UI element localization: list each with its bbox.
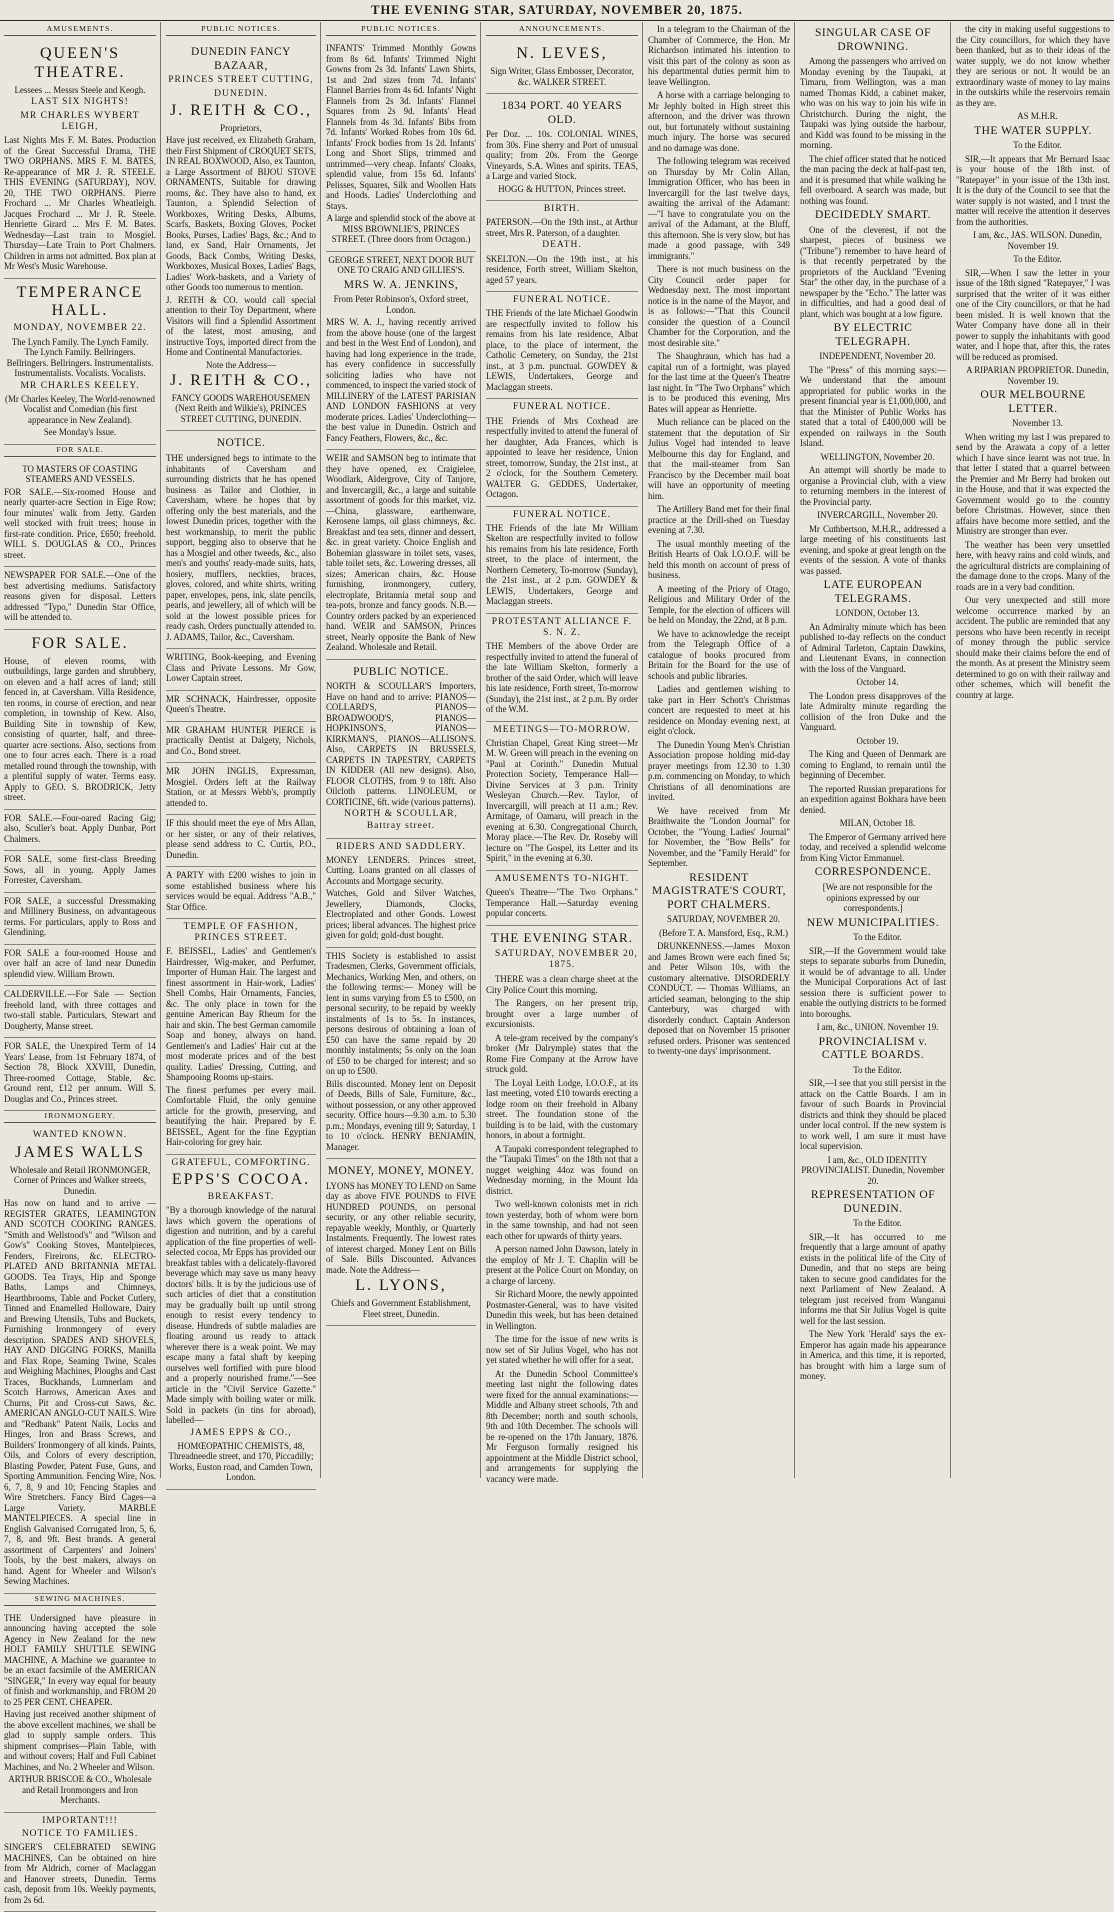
meetings xyxy=(486,722,638,871)
protestant-alliance xyxy=(486,614,638,722)
article-smart xyxy=(800,209,946,319)
masthead: THE EVENING STAR, SATURDAY, NOVEMBER 20, 1875. xyxy=(371,3,743,17)
section-header-announcements: ANNOUNCEMENTS. xyxy=(486,24,638,36)
col7-p1: the city in making useful suggestions to the City councillors, for which they have been thanked, but as to their ideas of the water supply, we do not know whether they are serious or not. It would be an extraordinary waste of money to lay mains in the outskirts while the reservoirs remain as they are. xyxy=(956,24,1110,108)
col5-p13: We have received from Mr Braithwaite the "London Journal" for October, the "Young Ladies' Journal" for November, the "Bow Bells" for November, and the "Family Herald" for September. xyxy=(648,805,790,868)
birth-notice xyxy=(486,201,638,292)
fancy-goods: FANCY GOODS WAREHOUSEMEN (Next Reith and Wilkie's), PRINCES STREET CUTTING, DUNEDIN. xyxy=(171,392,311,424)
watches-body: Watches, Gold and Silver Watches, Jewellery, Diamonds, Clocks, Electroplated and other Goods. Lowest prices; liberal advances. The highest price given for gold; gold-dust bought. xyxy=(326,888,476,941)
party-ad: A PARTY with £200 wishes to join in some established business where his services would be equal. Address "A.B.," Star Office. xyxy=(166,870,316,912)
ad-beissel xyxy=(166,919,316,1155)
ad-leves xyxy=(486,40,638,94)
funeral2-heading: FUNERAL NOTICE. xyxy=(512,402,612,413)
melbourne-title: OUR MELBOURNE LETTER. xyxy=(980,389,1086,415)
public-notice-heading: PUBLIC NOTICE. xyxy=(353,665,449,678)
column-7 xyxy=(956,24,1110,1478)
ad-schnack xyxy=(166,691,316,722)
ad-masters xyxy=(4,461,156,568)
scoullar-footer: NORTH & SCOULLAR, Battray street. xyxy=(344,809,458,831)
ad-inglis xyxy=(166,763,316,815)
should-ad: IF this should meet the eye of Mrs Allan, or her sister, or any of their relatives, please send address to C. Curtis, P.O., Dunedin. xyxy=(166,818,316,860)
george-street: GEORGE STREET, NEXT DOOR BUT ONE TO CRAIG AND GILLIES'S. xyxy=(328,254,474,276)
queens-lessees: Lessees ... Messrs Steele and Keogh. xyxy=(14,84,146,95)
col5-p9: A meeting of the Priory of Otago, Religious and Military Order of the Temple, for the election of officers will be held on Monday, the 22nd, at 8 p.m. xyxy=(648,583,790,625)
tele-3: Mr Cuthbertson, M.H.R., addressed a large meeting of his constituents last evening, and spoke at great length on the events of the session. A vote of thanks was passed. xyxy=(800,523,946,576)
port-title: 1834 PORT. 40 YEARS OLD. xyxy=(501,100,623,126)
water-to: To the Editor. xyxy=(1013,140,1062,151)
column-divider xyxy=(320,22,321,1478)
correspondence-note: [We are not responsible for the opinions expressed by our correspondents.] xyxy=(822,882,933,913)
melbourne-p3: Our very unexpected and still more welcome occurrence marked by an accident. The public are reminded that any persons who have been recently in receipt of money through the public service should make their claims before the end of the month. As at present the Ministry seem determined to go on with their railway and other schemes, which will benefit the country at large. xyxy=(956,595,1110,700)
ad-forsale-house xyxy=(4,630,156,810)
section-header-sewing: SEWING MACHINES. xyxy=(4,1594,156,1606)
ad-fancy-bazaar xyxy=(166,40,316,431)
late-date-3: October 19. xyxy=(856,735,899,746)
bazaar-title: DUNEDIN FANCY BAZAAR, xyxy=(191,46,291,72)
ad-forsale-4 xyxy=(4,851,156,893)
melbourne-p2: The weather has been very unsettled here, with heavy rains and cold winds, and the agricultural districts are complaining of the damage done to the crops. Many of the roads are in a very bad condition. xyxy=(956,539,1110,592)
beissel-body: F. BEISSEL, Ladies' and Gentlemen's Hairdresser, Wig-maker, and Perfumer, Importer of Human Hair. The largest and finest assortment in Hair-work, Ladies' Shell Combs, Hair Ornaments, Fancies, &c. The only place in town for the genuine American Bay Rheum for the hair and skin. The best German camomile Soap and honey, always on hand. Gentlemen's and Ladies' Hair cut at the most moderate prices and of the best quality. Ladies' Dressing, Cutting, and Shampooing Rooms up-stairs. xyxy=(166,946,316,1083)
singers-body: SINGER'S CELEBRATED SEWING MACHINES, Can be obtained on hire from Mr Aldrich, corner of Maclaggan and Hanover streets, Dunedin. Terms cash, deposit from 10s. Weekly payments, from 2s 6d. xyxy=(4,1842,156,1905)
walls-sub: Wholesale and Retail IRONMONGER, Corner of Princes and Walker streets, Dunedin. xyxy=(9,1164,151,1196)
wanted-known: WANTED KNOWN. xyxy=(32,1130,128,1141)
col5-p4: There is not much business on the City Council order paper for Wednesday next. The most important notice is in the name of the Mayor, and is as follows:—"That this Council consider the question of a Council Chamber for the Corporation, and the most desirable site." xyxy=(648,264,790,348)
temperance-see: See Monday's Issue. xyxy=(43,427,117,438)
funeral-notice-3 xyxy=(486,507,638,614)
horse-body: MONEY LENDERS. Princes street, Cutting. Loans granted on all classes of Accounts and Mortgage security. xyxy=(326,854,476,886)
news-3: A tele-gram received by the company's broker (Mr Dalrymple) states that the Rome Fire Company at the Arrow have struck gold. xyxy=(486,1032,638,1075)
bazaar-city: DUNEDIN. xyxy=(214,88,268,99)
tele-date-3: INVERCARGILL, November 20. xyxy=(817,510,938,521)
leves-title: N. LEVES, xyxy=(516,45,608,63)
article-telegraph xyxy=(800,322,946,576)
forsale-5: FOR SALE, a successful Dressmaking and Millinery Business, on advantageous terms. For particulars, apply to Ross and Glendining. xyxy=(4,895,156,938)
rm-court xyxy=(648,872,790,1057)
holt-body2: Having just received another shipment of the above excellent machines, we shall be glad to supply sample orders. This shipment comprises—Plain Table, with and without covers; Half and Full Cabinet Machines, and No. 2 Wheeler and Wilson. xyxy=(4,1709,156,1772)
herald-body: The New York 'Herald' says the ex-Emperor has again made his appearance in America, and this time, it is reported, has brought with him a large sum of money. xyxy=(800,1329,946,1382)
inglis-ad: MR JOHN INGLIS, Expressman, Mosgiel. Orders left at the Railway Station, or at Messrs Webb's, promptly attended to. xyxy=(166,766,316,808)
forsale-1: FOR SALE.—Six-roomed House and nearly quarter-acre Section in Eige Row; four minutes' walk from Jetty. Garden well stocked with fruit trees; house in first-rate condition. Price, £650; freehold. WILL S. DOUGLAS & CO., Princes street. xyxy=(4,486,156,560)
masthead-rule xyxy=(0,20,1114,21)
col5-p3: The following telegram was received on Thursday by Mr Colin Allan, Immigration Officer, who has been in Invercargill for the last twelve days, awaiting the arrival of the Adamant:—"I have to congratulate you on the arrival of the Adamant, at the Bluff, this afternoon. She is very slow, but has made a good passage, with 349 immigrants." xyxy=(648,156,790,261)
reith-body2: J. REITH & CO. would call special attention to their Toy Department, where Visitors will find a Splendid Assortment of the latest, most amusing, and instructive Toys, imported direct from the Home and Continental Manufactories. xyxy=(166,294,316,358)
rm-court-date: SATURDAY, NOVEMBER 20. xyxy=(667,914,780,925)
grateful: GRATEFUL, COMFORTING. xyxy=(171,1157,311,1168)
column-divider xyxy=(642,22,643,1478)
rep-to: To the Editor. xyxy=(853,1218,902,1229)
rm-court-body: DRUNKENNESS.—James Moxon and James Brown were each fined 5s; and Peter Wilson 10s, with the customary alternative. DISORDERLY CONDUCT. — Thomas Williams, an articled seaman, belonging to the ship Canterbury, was charged with disorderly conduct. Captain Anderson deposed that on November 15 prisoner refused orders. Prisoner was sentenced to twenty-one days' imprisonment. xyxy=(648,941,790,1057)
water-sign: I am, &c., JAS. WILSON. Dunedin, November 19. xyxy=(973,230,1102,251)
ad-money-lenders xyxy=(326,839,476,948)
paper-title: THE EVENING STAR. xyxy=(491,929,633,945)
tele-date-1: INDEPENDENT, November 20. xyxy=(819,351,936,362)
late-date-4: MILAN, October 18. xyxy=(839,818,916,829)
breakfast: BREAKFAST. xyxy=(207,1192,275,1203)
telegraph-title: BY ELECTRIC TELEGRAPH. xyxy=(833,322,913,348)
temperance-body2: (Mr Charles Keeley, The World-renowned Vocalist and Comedian (his first appearance in New Zealand). xyxy=(5,393,155,425)
drowning-p2: The chief officer stated that he noticed the man pacing the deck at half-past ten, and it is presumed that while walking he fell overboard. A search was made, but nothing was found. xyxy=(800,153,946,206)
temperance-date: MONDAY, NOVEMBER 22. xyxy=(13,323,147,334)
ad-jenkins xyxy=(326,252,476,451)
melbourne-date: November 13. xyxy=(1012,418,1063,429)
news-7: A person named John Dawson, lately in the employ of Mr J. T. Chaplin will be present at the Police Court on Monday, on a charge of larceny. xyxy=(486,1244,638,1286)
leves-sub: Sign Writer, Glass Embosser, Decorator, &c. WALKER STREET. xyxy=(490,66,634,87)
rm-court-heading: RESIDENT MAGISTRATE'S COURT, PORT CHALMERS. xyxy=(652,871,786,911)
death-heading: DEATH. xyxy=(542,240,582,251)
ad-queens-theatre xyxy=(4,40,156,278)
epps-body: "By a thorough knowledge of the natural laws which govern the operations of digestion and nutrition, and by a careful application of the fine properties of well-selected cocoa, Mr Epps has provided our breakfast tables with a delicately-flavored beverage which may save us many heavy doctors' bills. It is by the judicious use of such articles of diet that a constitution may be gradually built up until strong enough to resist every tendency to disease. Hundreds of subtle maladies are floating around us ready to attack wherever there is a weak point. We may escape many a fatal shaft by keeping ourselves well fortified with pure blood and a properly nourished frame."—See article in the "Civil Service Gazette." Made simply with boiling water or milk. Sold in packets (in tins for abroad), labelled— xyxy=(166,1205,316,1426)
ad-weir-samson xyxy=(326,450,476,660)
funeral-notice-2 xyxy=(486,399,638,506)
jenkins-body: MRS W. A. J., having recently arrived from the above house (one of the largest and best in the West End of London), and having had long experience in the trade, has every confidence in successfully soliciting ladies who have not commenced, to inspect the varied stock of MILLINERY of the LATEST PARISIAN AND LONDON FASHIONS at very moderate prices. Ladies' Underclothing—the best value in Dunedin. Ostrich and Fancy Feathers, Flowers, &c., &c. xyxy=(326,317,476,443)
col5-p6: Much reliance can be placed on the statement that the deputation of Sir Julius Vogel had intended to leave Melbourne this day for England, and that the mail-steamer from San Francisco by the December mail boat will have an opportunity of meeting him. xyxy=(648,417,790,501)
column-3 xyxy=(326,24,476,1478)
letter-cont xyxy=(956,24,1110,122)
temple-heading: TEMPLE OF FASHION, PRINCES STREET. xyxy=(183,922,299,944)
col5-p2: A horse with a carriage belonging to Mr Jephly bolted in High street this afternoon, and the driver was thrown out, but fortunately without sustaining much injury. The horse was secured and no damage was done. xyxy=(648,90,790,153)
scoullar-body: NORTH & SCOULLAR'S Importers, Have on hand and to arrive: PIANOS—COLLARD'S, PIANOS—BROADWOOD'S, PIANOS—HOPKINSON'S, PIANOS—KIRKMAN'S, PIANOS—ALLISON'S. Also, CARPETS IN BRUSSELS, CARPETS IN TAPESTRY, CARPETS IN KIDDER (All new designs). Also, FLOOR CLOTHS, from 9 to 18ft. Also Oilcloth patterns. LINOLEUM, or CORTICINE, 6ft. wide (various patterns). xyxy=(326,681,476,807)
news-1: THERE was a clean charge sheet at the City Police Court this morning. xyxy=(486,974,638,995)
reith-title: J. REITH & CO., xyxy=(170,101,312,119)
lyons-name: L. LYONS, xyxy=(355,1277,447,1295)
col5-p12: The Dunedin Young Men's Christian Association propose holding mid-day prayer meetings from 12.30 to 1.30 p.m. commencing on Monday, to which Christians of all denominations are invited. xyxy=(648,739,790,802)
riders-heading: RIDERS AND SADDLERY. xyxy=(336,841,466,852)
ad-temperance-hall xyxy=(4,279,156,445)
lyons-body: LYONS has MONEY TO LEND on Same day as above FIVE POUNDS to FIVE HUNDRED POUNDS, on personal security, or any other reliable security, repayable weekly, Monthly, or Quarterly Instalments. Frequently. The lowest rates of interest charged. Money Lent on Bills of Sale. Bills Discounted. Advances made. Note the Address— xyxy=(326,1180,476,1275)
col5-p8: The usual monthly meeting of the British Hearts of Oak I.O.O.F. will be held this month on account of press of business. xyxy=(648,538,790,580)
ad-epps-cocoa xyxy=(166,1155,316,1490)
ad-infants xyxy=(326,40,476,252)
forsale-2: House, of eleven rooms, with outbuildings, large garden and shrubbery, on eleven and a half acres of land; still fenced in, at Caversham. Villa Residence, ten rooms, in course of erection, and near completion, in township of Kew. Also, Building Site in township of Kew, consisting of quarter, half, and three-quarter acre sections. Also, sections from one to four acres each. There is a road metalled round through the township, with a plentiful supply of water. Terms easy. Apply to GEO. S. BRODRICK, Jetty street. xyxy=(4,655,156,803)
forsale-7: CALDERVILLE.—For Sale — Section freehold land, with three cottages and two-stall stable. Particulars, Stewart and Dougherty, Manse street. xyxy=(4,989,156,1031)
epps-title: EPPS'S COCOA. xyxy=(171,1171,311,1189)
section-header-public-notices-2: PUBLIC NOTICES. xyxy=(326,24,476,36)
smart-title: DECIDEDLY SMART. xyxy=(814,209,932,222)
ad-forsale-7 xyxy=(4,986,156,1038)
meetings-body: Christian Chapel, Great King street—Mr M. W. Green will preach in the evening on "Paul at Corinth." Dunedin Mutual Protection Society, Temperance Hall—Divine Services at 3 p.m. Trinity Wesleyan Church.—Rev. Taylor, of Invercargill, will preach at 11 a.m.; Rev. Armitage, of Oamaru, will preach in the evening at 6.30. Congregational Church, Moray place.—The Rev. Dr. Roseby will lecture on "The Gospel, its Letter and its Spirit," in the evening at 6.30. xyxy=(486,737,638,864)
notice-families: NOTICE TO FAMILIES. xyxy=(21,1828,139,1839)
funeral1-body: THE Friends of the late Michael Goodwin are respectfully invited to follow his remains from his late residence, Albat place, to the place of interment, the Catholic Cemetery, on Sunday, the 21st inst., at 3 p.m. punctual. GOWDEY & LEWIS, Undertakers, George and Maclaggan streets. xyxy=(486,308,638,392)
prov-sign: I am, &c., OLD IDENTITY PROVINCIALIST. Dunedin, November 20. xyxy=(801,1154,945,1186)
local-news xyxy=(648,24,790,869)
article-european xyxy=(800,579,946,863)
funeral3-body: THE Friends of the late Mr William Skelton are respectfully invited to follow his remains from his late residence, Forth street, to the place of interment, the Northern Cemetery, To-morrow (Sunday), the 21st inst., at 2 p.m. GOWDEY & LEWIS, Undertakers, George and Maclaggan streets. xyxy=(486,522,638,607)
prov-title: PROVINCIALISM v. CATTLE BOARDS. xyxy=(818,1035,928,1062)
column-divider xyxy=(950,22,951,1478)
hogg-hutton: HOGG & HUTTON, Princes street. xyxy=(498,183,626,194)
column-divider xyxy=(480,22,481,1478)
temperance-keeley: MR CHARLES KEELEY. xyxy=(20,380,140,391)
beissel-body2: The finest perfumes per every mail. Comfortable Fluid, the only genuine article for the growth, preserving, and beautifying the hair. Prepared by F. BEISSEL, Agent for the fine Egyptian Hair-coloring for grey hair. xyxy=(166,1084,316,1148)
ad-forsale-8 xyxy=(4,1038,156,1111)
ad-pierce xyxy=(166,722,316,764)
briscoe: ARTHUR BRISCOE & CO., Wholesale and Retail Ironmongers and Iron Merchants. xyxy=(8,1774,152,1806)
walls-body: Has now on hand and to arrive — REGISTER GRATES, LEAMINGTON AND SCOTCH COOKING RANGES. "Smith and Wellstood's" and "Wilson and Gow's" Cooking Stoves, Mantelpieces, Fenders, Fireirons, &c. ELECTRO-PLATED AND BRITANNIA METAL GOODS. Tea Trays, Hip and Sponge Baths, Lamps and Chimneys, Hearthbrooms, Table and Pocket Cutlery, Tinned and Enamelled Holloware, Dairy and Brewing Utensils, Tubs and Buckets, Furnishing Ironmongery of every description. SPADES AND SHOVELS, HAY AND DIGGING FORKS, Manilla and Flax Rope, Seaming Twine, Scales and Weighing Machines, Ploughs and Cast Traces, Buckhands, Lumnerlam and Scotch Harrows, American Axes and Churns, Pit and Cross-cut Saws, &c. AMERICAN ANGLO-CUT NAILS. Wire and "Redbank" Patent Nails, Locks and Hinges, Iron and Brass Screws, and Builders' Ironmongery of all kinds. Paints, Oils, and Colors of every description, Blasting Powder, Patent Fuse, Guns, and Sporting Ammunition. Fencing Wire, Nos. 6, 7, 8, 9 and 10; Fencing Staples and Wire Stretchers. Fancy Bird Cages—a Large Variety. MARBLE MANTELPIECES. A special line in English Galvanised Corrugated Iron, 5, 6, 7, 8, and 9ft. Best brands. A general assortment of Carpenters' and Joiners' Tools, by the best makers, always on hand. Agent for Wheeler and Wilson's Sewing Machines. xyxy=(4,1198,156,1587)
ad-holt xyxy=(4,1610,156,1813)
tele-date-2: WELLINGTON, November 20. xyxy=(820,451,935,462)
amuse-body: Queen's Theatre—"The Two Orphans." Temperance Hall.—Saturday evening popular concerts. xyxy=(486,887,638,919)
forsale-6: FOR SALE a four-roomed House and over half an acre of land near Dunedin splendid view. William Brown. xyxy=(4,947,156,979)
meetings-heading: MEETINGS—TO-MORROW. xyxy=(493,724,631,735)
funeral3-heading: FUNERAL NOTICE. xyxy=(512,509,612,520)
column-4 xyxy=(486,24,638,1484)
queens-nights: LAST SIX NIGHTS! xyxy=(31,97,129,108)
jenkins-from: From Peter Robinson's, Oxford street, London. xyxy=(333,294,469,315)
ad-north-scoullar xyxy=(326,660,476,839)
infants-body: INFANTS' Trimmed Monthly Gowns from 8s 6d. Infants' Trimmed Night Gowns from 2s 3d. Infants' Lawn Shirts, 1st and 2nd sizes from 7d. Infants' Flannel Barries from 4s 6d. Infants' Night Flannels from 2s 3d. Infants' Flannel Squares from 2s 9d. Infants' Head Flannels from 4s 3d. Infants' Bibs from 7d. Infants' Worked Robes from 10s 6d. Infants' Frock bodies from 1s 2d. Infants' Long and Short Slips, trimmed and untrimmed—very cheap. Infants' Cloaks, splendid value, from 15s 6d. Infants' Pelisses, Squares, Silk and Woollen Hats and Hoods. Ladies' Underclothing and Stays. xyxy=(326,43,476,211)
orange-body: THE Members of the above Order are respectfully invited to attend the funeral of the late William Skelton, formerly a brother of the said Order, which will leave his late residence, Forth street, To-morrow (Sunday), the 21st inst., at 2 p.m. By order of the W.M. xyxy=(486,641,638,715)
forsale-4: FOR SALE, some first-class Breeding Sows, all in young. Apply James Forrester, Caversham. xyxy=(4,854,156,886)
water-body: SIR,—It appears that Mr Bernard Isaac is your house of the 18th inst. of "Ratepayer" in your issue of the 13th inst. It is the duty of the Council to see that the water supply is not wasted, and I trust the matter will receive the attention it deserves from the authorities. xyxy=(956,153,1110,227)
amusements-tonight xyxy=(486,871,638,926)
funeral-notice-1 xyxy=(486,292,638,399)
correspondence xyxy=(800,866,946,1381)
section-header-amusements: AMUSEMENTS. xyxy=(4,24,156,36)
ad-forsale-6 xyxy=(4,945,156,987)
forsale-8: FOR SALE, the Unexpired Term of 14 Years' Lease, from 1st February 1874, of Section 78, Block XXVIII, Dunedin, Three-roomed Cottage, Stable, &c. Ground rent, £12 per annum. Will S. Douglas and Co., Princes street. xyxy=(4,1041,156,1104)
section-header-for-sale: FOR SALE. xyxy=(4,445,156,457)
bazaar-sub: PRINCES STREET CUTTING, xyxy=(168,75,314,86)
news-10: At the Dunedin School Committee's meeting last night the following dates were fixed for the annual examinations:—Middle and Albany street schools, 7th and 8th December; north and south schools, 9th and 10th December. The schools will be re-opened on the 17th January, 1876. Mr Ferguson formally resigned his appointment at the Middle District school, and arrangements for supplying the vacancy were made. xyxy=(486,1368,638,1484)
weir-body: WEIR and SAMSON beg to intimate that they have opened, ex Craigielee, Woodlark, Aldergrove, City of Tanjore, and Invercargill, &c., a large and suitable assortment of goods for this market, viz.—China, glassware, earthenware, Kerosene lamps, oil glass chimneys, &c. Breakfast and tea sets, dinner and dessert, &c. in great variety. Choice English and Bohemian glassware in toilet sets, vases, table toilet sets, &c. Lowering dresses, all sizes; American chairs, &c. House furnishing, ironmongery, cutlery, electroplate, Britannia metal soup and tea-pots, bronze and fancy goods. N.B.—Country orders packed by an experienced hand. WEIR and SAMSON, Princes street, Nearly opposite the Bank of New Zealand. Wholesale and Retail. xyxy=(326,453,476,653)
column-5 xyxy=(648,24,790,1478)
col5-p11: Ladies and gentlemen wishing to take part in Herr Schott's Christmas concert are requested to meet at his residence on Monday evening next, at eight o'clock. xyxy=(648,684,790,736)
rep-title: REPRESENTATION OF DUNEDIN. xyxy=(810,1189,936,1215)
note-address: Note the Address— xyxy=(205,359,276,370)
queens-performer: MR CHARLES WYBERT LEIGH, xyxy=(20,110,140,132)
paper-date: SATURDAY, NOVEMBER 20, 1875. xyxy=(495,948,638,971)
temperance-body: The Lynch Family. The Lynch Family. The Lynch Family. Bellringers. Bellringers. Bellringers. Instrumentalists. Instrumentalists. Vocalists. Vocalists. xyxy=(6,336,154,378)
news-6: Two well-known colonists met in rich town yesterday, both of whom were born in the same township, and had not seen each other for upwards of thirty years. xyxy=(486,1199,638,1241)
queens-body: Last Nights Mrs F. M. Bates. Production of the Great Successful Drama, THE TWO ORPHANS. MRS F. M. BATES, Re-appearance of MR J. R. STEELE. THIS EVENING (SATURDAY), NOV. 20, THE TWO ORPHANS. Pierre Frochard ... Mr Charles Wheatleigh. Jacques Frochard ... Mr J. R. Steele. Henriette Girard ... Mrs F. M. Bates. Wednesday—Last train to Mosgiel. Thursday—Late Train to Port Chalmers. Children in arms not admitted. Box plan at Mr West's Music Warehouse. xyxy=(4,135,156,272)
epps-name: JAMES EPPS & CO., xyxy=(190,1427,292,1438)
col5-p1: In a telegram to the Chairman of the Chamber of Commerce, the Hon. Mr Richardson intimated his intention to visit this part of the colony as soon as his departmental duties permit him to leave Wellington. xyxy=(648,24,790,87)
port-body: Per Doz. ... 10s. COLONIAL WINES, from 30s. Fine sherry and Port of unusual quality; from 20s. From the George Vineyards, S.A. Wines and spirits. TEAS, a Large and varied Stock. xyxy=(486,129,638,182)
article-drowning xyxy=(800,27,946,206)
birth-body: PATERSON.—On the 19th inst., at Arthur street, Mrs R. Paterson, of a daughter. xyxy=(486,217,638,238)
news-2: The Rangers, on her present trip, brought over a large number of excursionists. xyxy=(486,998,638,1030)
muni-body: SIR,—If the Government would take steps to separate suburbs from Dunedin, it would be of advantage to all. Under the Municipal Corporations Act of last session there is sufficient power to enable the outlying districts to be formed into boroughs. xyxy=(800,945,946,1019)
orange-heading: PROTESTANT ALLIANCE F. S. N. Z. xyxy=(491,616,633,638)
late-5: The Emperor of Germany arrived here today, and received a splendid welcome from King Victor Emmanuel. xyxy=(800,831,946,863)
column-2 xyxy=(166,24,316,1483)
prov-body: SIR,—I see that you still persist in the attack on the Cattle Boards. I am in favour of such Boards in Provincial districts and think they should be placed under local control. If the new system is to work well, I am sure it must have local supervision. xyxy=(800,1078,946,1152)
reith-body: Have just received, ex Elizabeth Graham, their First Shipment of CROQUET SETS, IN REAL BOXWOOD, Also, ex Taunton, a Large Assortment of BIJOU STOVE ORNAMENTS, Suitable for drawing rooms, &c. They have also to hand, ex Taunton, a Splendid Selection of Workboxes, Writing Desks, Albums, Scarfs, Baskets, Boxing Gloves, Pocket Books, Purses, Ladies' Bags, &c.; And to land, ex Sand, Hair Ornaments, Jet Goods, Back Combs, Writing Desks, Workboxes, Musical Boxes, Ladies' Bags, Ladies' Work-baskets, and a Variety of other Goods too numerous to mention. xyxy=(166,135,316,293)
prov-to: To the Editor. xyxy=(853,1064,902,1075)
col7-sign1: AS M.H.R. xyxy=(1017,111,1058,121)
important: IMPORTANT!!! xyxy=(42,1815,118,1826)
queens-title: QUEEN'S THEATRE. xyxy=(34,45,126,82)
column-6 xyxy=(800,24,946,1478)
proprietors: Proprietors, xyxy=(220,122,262,133)
correspondence-title: CORRESPONDENCE. xyxy=(814,866,932,879)
amuse-heading: AMUSEMENTS TO-NIGHT. xyxy=(494,873,630,884)
ad-should xyxy=(166,815,316,867)
col5-p5: The Shaughraun, which has had a capital run of a fortnight, was played for the last time at the Queen's Theatre last night. In "The Two Orphans" which is to be produced this evening, Mrs Bates will appear as Henriette. xyxy=(648,351,790,414)
water-title: THE WATER SUPPLY. xyxy=(974,124,1092,137)
writing-ad: WRITING, Book-keeping, and Evening Class and Private Lessons. Mr Gow, Lower Captain street. xyxy=(166,652,316,684)
drowning-title: SINGULAR CASE OF DROWNING. xyxy=(815,27,931,53)
news-4: The Loyal Leith Lodge, I.O.O.F., at its last meeting, voted £10 towards erecting a lodge room on their freehold in Albany street. The foundation stone of the building is to be laid, with the customary honors, in about a fortnight. xyxy=(486,1077,638,1141)
temperance-title: TEMPERANCE HALL. xyxy=(16,283,144,320)
melbourne-letter xyxy=(956,389,1110,700)
schnack-ad: MR SCHNACK, Hairdresser, opposite Queen's Theatre. xyxy=(166,693,316,715)
ed2-sign: A RIPARIAN PROPRIETOR. Dunedin, November 19. xyxy=(966,365,1109,386)
late-3: The King and Queen of Denmark are coming to England, to remain until the beginning of December. xyxy=(800,749,946,781)
lyons-address: Chiefs and Government Establishment, Fleet street, Dunedin. xyxy=(331,1298,471,1319)
european-title: LATE EUROPEAN TELEGRAMS. xyxy=(823,579,923,605)
late-date-2: October 14. xyxy=(856,677,899,688)
notice-body: THE undersigned begs to intimate to the inhabitants of Caversham and surrounding districts that he has opened business as Tailor and Clothier, in Caversham, where he hopes that by offering only the best materials, and the lowest Dunedin prices, together with the best workmanship, to merit the public support, begging also to observe that he has a Mosgiel and other tweeds, &c., also men's and youths' ready-made suits, hats, hosiery, mufflers, neckties, braces, gloves, colored, and white shirts, writing paper, envelopes, pens, ink, slate pencils, pearls, and jewellery, all of which will be sold at the lowest possible prices for ready cash. Orders punctually attended to. J. ADAMS, Tailor, &c., Caversham. xyxy=(166,453,316,642)
pierce-ad: MR GRAHAM HUNTER PIERCE is practically Dentist at Dalgety, Nichols, and Co., Bond street. xyxy=(166,724,316,756)
column-divider xyxy=(794,22,795,1478)
ad-party xyxy=(166,867,316,919)
ad-forsale-5 xyxy=(4,893,156,945)
ad-notice-tailor xyxy=(166,431,316,649)
letter-water xyxy=(956,125,1110,387)
news-9: The time for the issue of new writs is now set of Sir Julius Vogel, who has not yet stated whether he will offer for a seat. xyxy=(486,1334,638,1366)
walls-title: JAMES WALLS xyxy=(15,1143,145,1161)
notice-heading: NOTICE. xyxy=(216,437,266,450)
forsale-big-title: FOR SALE. xyxy=(31,634,129,652)
funeral2-body: THE Friends of Mrs Coxhead are respectfully invited to attend the funeral of her daughter, Ada Frances, which is appointed to leave her residence, Union street, tomorrow, Sunday, the 21st inst., at 2 o'clock, for the Southern Cemetery. WALTER G. GEDDES, Undertaker, Octagon. xyxy=(486,415,638,499)
late-2: The London press disapproves of the late Admiralty minute regarding the collision of the Iron Duke and the Vanguard. xyxy=(800,690,946,733)
column-1 xyxy=(4,24,156,1905)
col5-p10: We have to acknowledge the receipt from the Telegraph Office of a catalogue of books procured from Britain for the Board for the use of schools and public libraries. xyxy=(648,628,790,681)
ed2-to: To the Editor. xyxy=(1013,254,1062,265)
funeral1-heading: FUNERAL NOTICE. xyxy=(512,295,612,306)
forsale-3: FOR SALE.—Four-oared Racing Gig; also, Sculler's boat. Apply Dunbar, Port Chalmers. xyxy=(4,812,156,844)
rep-body: SIR,—It has occurred to me frequently that a large amount of apathy exists in the political life of the City of Dunedin, and that no steps are being taken to secure good candidates for the next Parliament of New Zealand. A telegram just received from Wanganui informs me that Sir Julius Vogel is quite well for the last session. xyxy=(800,1231,946,1326)
col5-p7: The Artillery Band met for their final practice at the Drill-shed on Tuesday evening at 7.30. xyxy=(648,504,790,535)
drowning-p1: Among the passengers who arrived on Monday evening by the Taupaki, at Timaru, from Wellington, was a man named Thomas Kidd, a cabinet maker, who was on his way to join his wife in Christchurch. During the night, the Taupaki was lying outside the harbour, and Kidd was found to be missing in the morning. xyxy=(800,56,946,151)
ad-forsale-3 xyxy=(4,810,156,852)
news-5: A Taupaki correspondent telegraphed to the "Taupaki Times" on the 18th not that a nugget weighing 44oz was found on Wednesday morning, in the Mount Ida district. xyxy=(486,1143,638,1196)
bills-body: Bills discounted. Money lent on Deposit of Deeds, Bills of Sale, Furniture, &c., without possession, or any other approved security. Office hours—9.30 a.m. to 5.30 p.m.; Mondays, evening till 9; Saturday, 1 to 10 o'clock. HENRY BENJAMIN, Manager. xyxy=(326,1078,476,1152)
melbourne-p1: When writing my last I was prepared to send by the Arawata a copy of a letter which I have since learnt was not true. In that letter I stated that a quarrel between the Premier and Mr Berry had broken out in the House, and that it was expected the Government would go to the country before Christmas. However, since then affairs have become more settled, and the Ministry are stronger than ever. xyxy=(956,431,1110,537)
section-header-ironmongery: IRONMONGERY. xyxy=(4,1111,156,1123)
jenkins-title: MRS W. A. JENKINS, xyxy=(343,278,459,291)
birth-heading: BIRTH. xyxy=(543,204,581,215)
holt-body: THE Undersigned have pleasure in announcing having accepted the sole Agency in New Zealand for the new HOLT FAMILY SHUTTLE SEWING MACHINE, A Machine we guarantee to be an exact facsimile of the AMERICAN "SINGER," In every way equal for beauty of finish and workmanship, and FROM 20 to 25 PER CENT. CHEAPER. xyxy=(4,1612,156,1707)
ed2-body: SIR,—When I saw the letter in your issue of the 18th signed "Ratepayer," I was surprised that the writer of it was either one of the City councillors, or that he had been misled. It is well known that the Water Company have done all in their power to supply the inhabitants with good water, and I hope that, after this, the rates will be reduced as promised. xyxy=(956,267,1110,362)
brownlie: A large and splendid stock of the above at MISS BROWNLIE'S, PRINCES STREET. (Three doors from Octagon.) xyxy=(326,213,476,245)
tele-1: The "Press" of this morning says:—We understand that the amount appropriated for public works in the present financial year is £1,000,000, and that the Minister of Public Works has stated that a total of £400,000 will be expended on railways in the South Island. xyxy=(800,364,946,449)
smart-p1: One of the cleverest, if not the sharpest, pieces of business we ("Tribune") remember to have heard of is that recently perpetrated by the proprietors of the Auckland "Evening Star" the other day, in the purchase of a newspaper by the "Echo." The latter was in difficulties, and had a good deal of plant, which was bought at a low figure. xyxy=(800,224,946,319)
epps-chemists: HOMŒOPATHIC CHEMISTS, 48, Threadneedle street, and 170, Piccadilly; Works, Euston road, and Camden Town, London. xyxy=(168,1440,314,1483)
ad-singers xyxy=(4,1813,156,1912)
loans-body: THIS Society is established to assist Tradesmen, Clerks, Government officials, Mechanics, Working Men, and others, on the following terms:— Money will be lent in sums varying from £5 to £500, on personal security, to be repaid by weekly instalments of 1s to 5s. In instances, persons desirous of obtaining a loan of £50 can have the same repaid by 20 monthly instalments; 5s only on the loan of £50 to be charged for interest; and so on up to £500. xyxy=(326,950,476,1077)
newspaper-ad: NEWSPAPER FOR SALE.—One of the best advertising mediums. Satisfactory reasons given for disposal. Letters addressed "Typo," Dunedin Star Office, will be attended to. xyxy=(4,570,156,623)
tele-2: An attempt will shortly be made to organise a Provincial club, with a view to returning members in the interest of the Provincial party. xyxy=(800,465,946,507)
late-date-1: LONDON, October 13. xyxy=(835,608,920,619)
news-8: Sir Richard Moore, the newly appointed Postmaster-General, was to have visited Dunedin this week, but has been detained in Wellington. xyxy=(486,1289,638,1331)
masters-heading: TO MASTERS OF COASTING STEAMERS AND VESSELS. xyxy=(22,463,138,485)
ad-loan-society xyxy=(326,948,476,1160)
ad-writing xyxy=(166,649,316,691)
ad-lyons xyxy=(326,1159,476,1326)
late-1: An Admiralty minute which has been published to-day reflects on the conduct of Admiral Tarleton, Captain Dawkins, and Lieutenant Evans, in connection with the loss of the Vanguard. xyxy=(800,621,946,674)
reith-title-2: J. REITH & CO., xyxy=(170,372,312,390)
section-header-public-notices: PUBLIC NOTICES. xyxy=(166,24,316,36)
ad-james-walls xyxy=(4,1127,156,1593)
column-divider xyxy=(160,22,161,1478)
muni-to: To the Editor. xyxy=(853,932,902,943)
muni-sign: I am, &c., UNION. November 19. xyxy=(816,1022,939,1033)
muni-title: NEW MUNICIPALITIES. xyxy=(806,916,940,929)
late-4: The reported Russian preparations for an expedition against Bokhara have been denied. xyxy=(800,783,946,815)
ad-port-wine xyxy=(486,94,638,201)
money-heading: MONEY, MONEY, MONEY. xyxy=(327,1165,475,1178)
editorial-news xyxy=(486,930,638,1485)
death-body: SKELTON.—On the 19th inst., at his residence, Forth street, William Skelton, aged 57 years. xyxy=(486,253,638,285)
ad-newspaper xyxy=(4,567,156,630)
rm-court-before: (Before T. A. Mansford, Esq., R.M.) xyxy=(659,927,788,938)
